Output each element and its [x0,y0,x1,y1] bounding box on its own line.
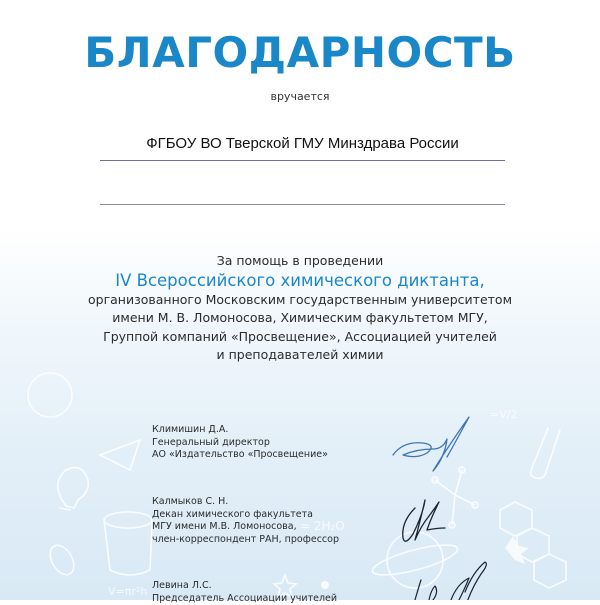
signer-name: Калмыков С. Н. [152,496,339,509]
recipient-name: ФГБОУ ВО Тверской ГМУ Минздрава России [100,135,505,152]
planet-icon [28,373,72,417]
test-tube-icon [531,428,560,478]
body-intro: За помощь в проведении [60,252,540,271]
signer-position: Декан химического факультета [152,509,339,522]
molecule-icon [432,467,478,528]
svg-text:=V/2: =V/2 [490,408,517,421]
event-name: IV Всероссийского химического диктанта, [60,271,540,291]
signer-title: член-корреспондент РАН, профессор [152,534,339,547]
svg-text:V=πr²h: V=πr²h [108,585,147,598]
certificate-title: БЛАГОДАРНОСТЬ [0,28,600,77]
lightbulb-icon [58,468,88,510]
certificate-body [60,252,540,365]
certificate-subtitle: вручается [0,90,600,103]
microbe-icon [45,541,78,579]
planet-ring-icon [370,532,460,588]
signer-position: Генеральный директор [152,437,328,450]
beaker-icon [104,512,152,575]
signature-klimishin [385,405,485,475]
body-line-3: Группой компаний «Просвещение», Ассоциацией учителей [60,328,540,347]
signer-name: Климишин Д.А. [152,424,328,437]
body-line-4: и преподавателей химии [60,346,540,365]
signer-block [152,496,339,546]
signer-organization: АО «Издательство «Просвещение» [152,449,328,462]
body-line-2: имени М. В. Ломоносова, Химическим факультетом МГУ, [60,309,540,328]
signature-levina [405,560,525,600]
recipient-underline [100,160,505,161]
svg-text:= 2H₂O: = 2H₂O [300,519,345,533]
triangle-icon [100,440,140,470]
second-underline [100,204,505,205]
signer-position: Председатель Ассоциации учителей [152,593,337,605]
body-line-1: организованного Московским государственным университетом [60,291,540,310]
signer-name: Левина Л.С. [152,580,337,593]
benzene-ring-icon [500,502,566,588]
signer-block [152,580,337,605]
signature-kalmykov [395,488,475,553]
signer-organization: МГУ имени М.В. Ломоносова, [152,521,339,534]
signer-block [152,424,328,462]
